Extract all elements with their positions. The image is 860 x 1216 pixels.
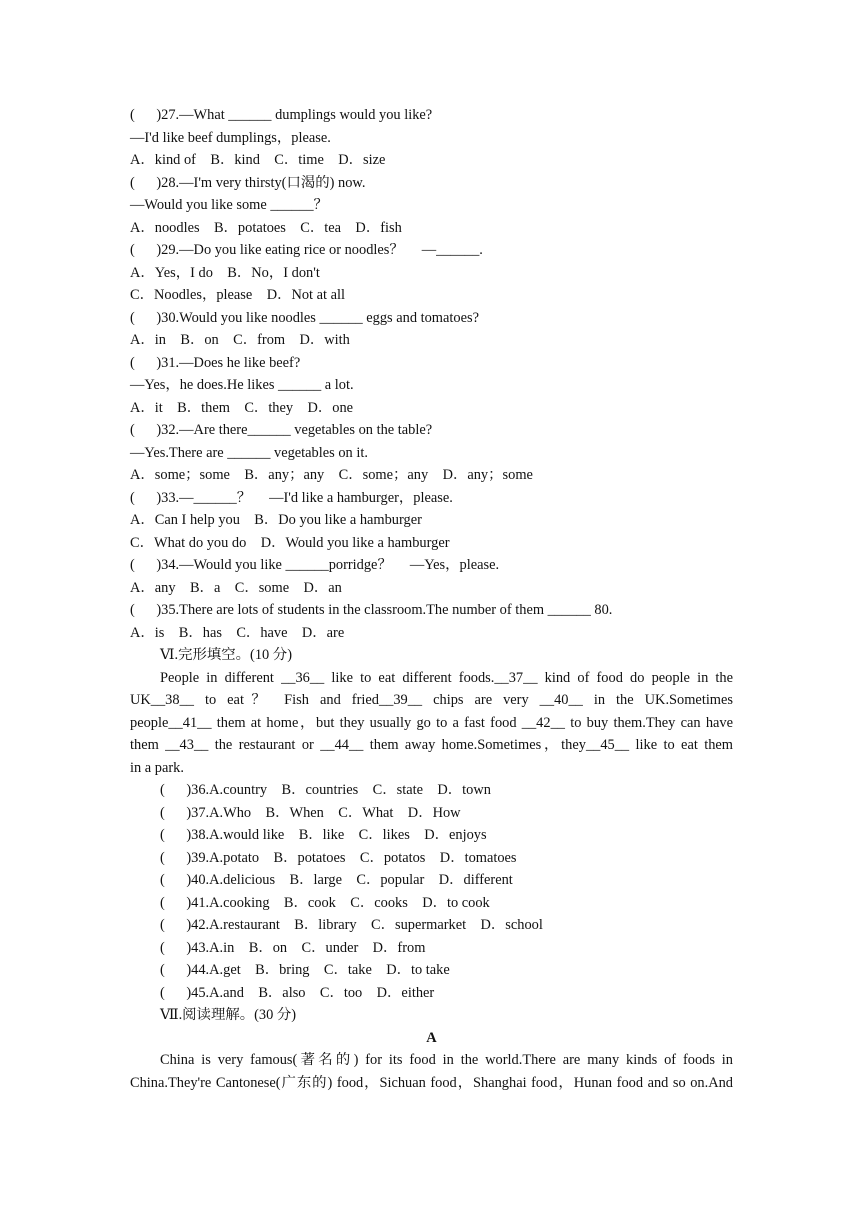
cloze-line-1: People in different __36__ like to eat different foods.__37__ kind of food do people in the (160, 669, 733, 686)
cloze-question-36: ( )36.A.country B．countries C．state D．town (160, 782, 491, 798)
cloze-question-45: ( )45.A.and B．also C．too D．either (160, 984, 435, 1001)
section-6-title: Ⅵ.完形填空。(10 分) (160, 647, 292, 663)
section-7-title: Ⅶ.阅读理解。(30 分) (160, 1007, 297, 1023)
cloze-options (130, 779, 733, 1004)
cloze-question-39: ( )39.A.potato B．potatoes C．potatos D．tomatoes (160, 849, 517, 866)
question-30: ( )30.Would you like noodles ______ eggs and tomatoes? (130, 309, 479, 326)
cloze-question-40: ( )40.A.delicious B．large C．popular D．different (160, 872, 513, 888)
cloze-passage (130, 667, 733, 780)
question-29-options-cd: C．Noodles，please D．Not at all (130, 287, 346, 303)
question-34-options: A．any B．a C．some D．an (130, 579, 342, 596)
reading-line-2: China.They're Cantonese(广东的) food，Sichuan food，Shanghai food，Hunan food and so on.And (130, 1074, 733, 1091)
question-29-options-ab: A．Yes，I do B．No，I don't (130, 264, 320, 281)
question-34: ( )34.—Would you like ______porridge？ —Yes，please. (130, 557, 500, 573)
question-27: ( )27.—What ______ dumplings would you like? (130, 107, 433, 123)
question-33-options-ab: A．Can I help you B．Do you like a hamburger (130, 512, 422, 528)
question-27-options: A．kind of B．kind C．time D．size (130, 152, 386, 168)
question-32-answer: —Yes.There are ______ vegetables on it. (130, 444, 368, 461)
question-31: ( )31.—Does he like beef? (130, 354, 301, 371)
question-28: ( )28.—I'm very thirsty(口渴的) now. (130, 174, 366, 191)
question-28-answer: —Would you like some ______？ (130, 197, 328, 213)
cloze-question-43: ( )43.A.in B．on C．under D．from (160, 939, 426, 956)
question-29: ( )29.—Do you like eating rice or noodles？ —______. (130, 242, 483, 258)
content-column (130, 104, 733, 1094)
cloze-question-38: ( )38.A.would like B．like C．likes D．enjoys (160, 827, 487, 843)
cloze-line-5: in a park. (130, 759, 184, 776)
cloze-question-41: ( )41.A.cooking B．cook C．cooks D．to cook (160, 894, 490, 911)
reading-heading: A (426, 1029, 437, 1046)
question-32-options: A．some；some B．any；any C．some；any D．any；some (130, 467, 533, 483)
question-33: ( )33.—______？ —I'd like a hamburger，please. (130, 489, 453, 506)
cloze-question-44: ( )44.A.get B．bring C．take D．to take (160, 962, 450, 978)
question-28-options: A．noodles B．potatoes C．tea D．fish (130, 219, 402, 236)
grammar-questions (130, 104, 733, 644)
question-32: ( )32.—Are there______ vegetables on the table? (130, 422, 433, 438)
question-35: ( )35.There are lots of students in the classroom.The number of them ______ 80. (130, 602, 613, 618)
cloze-line-4: them __43__ the restaurant or __44__ them away home.Sometimes，they__45__ like to eat them (130, 737, 733, 753)
cloze-line-2: UK__38__ to eat？ Fish and fried__39__ chips are very __40__ in the UK.Sometimes (130, 692, 733, 708)
question-27-answer: —I'd like beef dumplings，please. (130, 129, 331, 146)
cloze-question-42: ( )42.A.restaurant B．library C．supermarket D．school (160, 917, 543, 933)
cloze-question-37: ( )37.A.Who B．When C．What D．How (160, 804, 461, 821)
reading-passage (130, 1049, 733, 1094)
question-35-options: A．is B．has C．have D．are (130, 624, 345, 641)
question-33-options-cd: C．What do you do D．Would you like a hamburger (130, 534, 450, 551)
cloze-line-3: people__41__ them at home，but they usually go to a fast food __42__ to buy them.They can have (130, 714, 733, 731)
reading-line-1: China is very famous(著名的) for its food in the world.There are many kinds of foods in (160, 1052, 733, 1068)
question-31-answer: —Yes，he does.He likes ______ a lot. (130, 377, 354, 393)
question-30-options: A．in B．on C．from D．with (130, 332, 350, 348)
question-31-options: A．it B．them C．they D．one (130, 399, 354, 416)
